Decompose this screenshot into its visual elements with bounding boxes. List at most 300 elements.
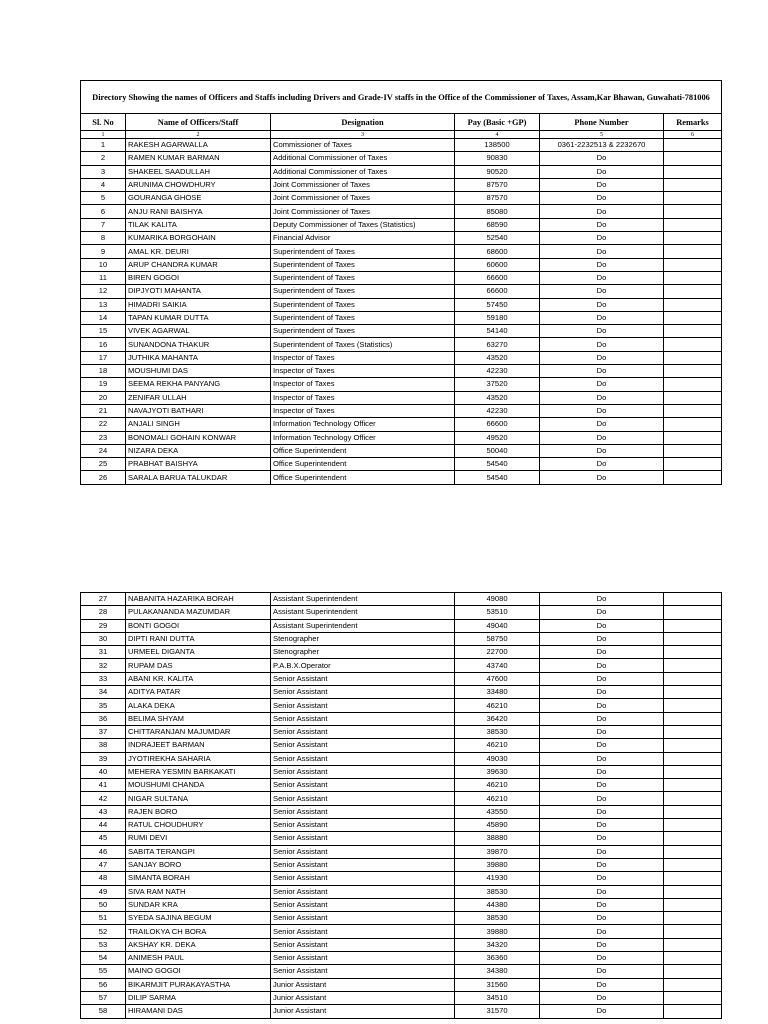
name-cell: DIPTI RANI DUTTA <box>126 632 271 645</box>
table-row <box>81 351 722 364</box>
phone-cell: Do <box>540 832 664 845</box>
designation-cell: Inspector of Taxes <box>271 351 455 364</box>
remarks-cell <box>664 444 722 457</box>
designation-cell: Additional Commissioner of Taxes <box>271 152 455 165</box>
pay-cell: 46210 <box>455 792 540 805</box>
designation-cell: Senior Assistant <box>271 832 455 845</box>
table-row <box>81 232 722 245</box>
name-cell: RATUL CHOUDHURY <box>126 819 271 832</box>
remarks-cell <box>664 672 722 685</box>
remarks-cell <box>664 632 722 645</box>
remarks-cell <box>664 218 722 231</box>
table-row <box>81 792 722 805</box>
remarks-cell <box>664 1005 722 1018</box>
phone-cell: Do <box>540 965 664 978</box>
pay-cell: 49520 <box>455 431 540 444</box>
name-cell: BIREN GOGOI <box>126 271 271 284</box>
designation-cell: Senior Assistant <box>271 912 455 925</box>
designation-cell: Senior Assistant <box>271 819 455 832</box>
column-index: 2 <box>126 131 271 139</box>
designation-cell: Senior Assistant <box>271 686 455 699</box>
sl-no-cell: 52 <box>81 925 126 938</box>
table-row <box>81 819 722 832</box>
table-row <box>81 245 722 258</box>
phone-cell: Do <box>540 338 664 351</box>
phone-cell: Do <box>540 365 664 378</box>
table-row <box>81 311 722 324</box>
pay-cell: 49080 <box>455 593 540 606</box>
table-row <box>81 325 722 338</box>
designation-cell: Office Superintendent <box>271 471 455 484</box>
remarks-cell <box>664 258 722 271</box>
designation-cell: Superintendent of Taxes <box>271 285 455 298</box>
table-row <box>81 779 722 792</box>
phone-cell: Do <box>540 285 664 298</box>
name-cell: URMEEL DIGANTA <box>126 646 271 659</box>
pay-cell: 59180 <box>455 311 540 324</box>
name-cell: ANJU RANI BAISHYA <box>126 205 271 218</box>
designation-cell: Superintendent of Taxes <box>271 325 455 338</box>
designation-cell: Financial Advisor <box>271 232 455 245</box>
phone-cell: Do <box>540 218 664 231</box>
header-designation: Designation <box>271 114 455 131</box>
phone-cell: Do <box>540 686 664 699</box>
designation-cell: Senior Assistant <box>271 885 455 898</box>
phone-cell: Do <box>540 872 664 885</box>
header-phone: Phone Number <box>540 114 664 131</box>
header-name: Name of Officers/Staff <box>126 114 271 131</box>
sl-no-cell: 28 <box>81 606 126 619</box>
name-cell: INDRAJEET BARMAN <box>126 739 271 752</box>
table-row <box>81 752 722 765</box>
name-cell: JUTHIKA MAHANTA <box>126 351 271 364</box>
sl-no-cell: 50 <box>81 898 126 911</box>
sl-no-cell: 12 <box>81 285 126 298</box>
name-cell: RAKESH AGARWALLA <box>126 139 271 152</box>
pay-cell: 44380 <box>455 898 540 911</box>
pay-cell: 54540 <box>455 458 540 471</box>
name-cell: VIVEK AGARWAL <box>126 325 271 338</box>
designation-cell: Superintendent of Taxes <box>271 298 455 311</box>
table-row <box>81 805 722 818</box>
column-index: 3 <box>271 131 455 139</box>
pay-cell: 33480 <box>455 686 540 699</box>
designation-cell: Inspector of Taxes <box>271 404 455 417</box>
phone-cell: Do <box>540 232 664 245</box>
designation-cell: Senior Assistant <box>271 965 455 978</box>
name-cell: BIKARMJIT PURAKAYASTHA <box>126 978 271 991</box>
pay-cell: 87570 <box>455 178 540 191</box>
remarks-cell <box>664 978 722 991</box>
sl-no-cell: 42 <box>81 792 126 805</box>
designation-cell: Senior Assistant <box>271 739 455 752</box>
name-cell: ZENIFAR ULLAH <box>126 391 271 404</box>
phone-cell: Do <box>540 152 664 165</box>
sl-no-cell: 54 <box>81 952 126 965</box>
sl-no-cell: 14 <box>81 311 126 324</box>
phone-cell: Do <box>540 444 664 457</box>
designation-cell: Superintendent of Taxes <box>271 311 455 324</box>
pay-cell: 54140 <box>455 325 540 338</box>
pay-cell: 50040 <box>455 444 540 457</box>
table-row <box>81 725 722 738</box>
phone-cell: Do <box>540 659 664 672</box>
table-row <box>81 378 722 391</box>
remarks-cell <box>664 378 722 391</box>
pay-cell: 46210 <box>455 699 540 712</box>
pay-cell: 53510 <box>455 606 540 619</box>
name-cell: TILAK KALITA <box>126 218 271 231</box>
remarks-cell <box>664 192 722 205</box>
designation-cell: Deputy Commissioner of Taxes (Statistics) <box>271 218 455 231</box>
pay-cell: 46210 <box>455 779 540 792</box>
remarks-cell <box>664 152 722 165</box>
name-cell: GOURANGA GHOSE <box>126 192 271 205</box>
remarks-cell <box>664 418 722 431</box>
sl-no-cell: 32 <box>81 659 126 672</box>
name-cell: RAJEN BORO <box>126 805 271 818</box>
designation-cell: Joint Commissioner of Taxes <box>271 205 455 218</box>
phone-cell: Do <box>540 192 664 205</box>
pay-cell: 38530 <box>455 912 540 925</box>
designation-cell: Assistant Superintendent <box>271 606 455 619</box>
table-row <box>81 872 722 885</box>
table-row <box>81 845 722 858</box>
directory-table-page-1 <box>80 80 722 485</box>
phone-cell: Do <box>540 271 664 284</box>
pay-cell: 34510 <box>455 991 540 1004</box>
sl-no-cell: 51 <box>81 912 126 925</box>
designation-cell: Inspector of Taxes <box>271 378 455 391</box>
sl-no-cell: 40 <box>81 765 126 778</box>
remarks-cell <box>664 832 722 845</box>
designation-cell: Junior Assistant <box>271 1005 455 1018</box>
name-cell: RAMEN KUMAR BARMAN <box>126 152 271 165</box>
sl-no-cell: 46 <box>81 845 126 858</box>
designation-cell: Senior Assistant <box>271 872 455 885</box>
remarks-cell <box>664 178 722 191</box>
document-title: Directory Showing the names of Officers and Staffs including Drivers and Grade-IV staffs in the Office of the Commissioner of Taxes, Assam,Kar Bhawan, Guwahati-781006 <box>81 81 722 114</box>
name-cell: BELIMA SHYAM <box>126 712 271 725</box>
pay-cell: 90520 <box>455 165 540 178</box>
pay-cell: 41930 <box>455 872 540 885</box>
remarks-cell <box>664 165 722 178</box>
table-row <box>81 991 722 1004</box>
sl-no-cell: 38 <box>81 739 126 752</box>
sl-no-cell: 30 <box>81 632 126 645</box>
designation-cell: Assistant Superintendent <box>271 619 455 632</box>
remarks-cell <box>664 725 722 738</box>
remarks-cell <box>664 606 722 619</box>
sl-no-cell: 11 <box>81 271 126 284</box>
table-row <box>81 938 722 951</box>
table-row <box>81 686 722 699</box>
table-row <box>81 338 722 351</box>
remarks-cell <box>664 792 722 805</box>
phone-cell: Do <box>540 646 664 659</box>
name-cell: PULAKANANDA MAZUMDAR <box>126 606 271 619</box>
designation-cell: Senior Assistant <box>271 779 455 792</box>
remarks-cell <box>664 351 722 364</box>
sl-no-cell: 9 <box>81 245 126 258</box>
table-row <box>81 739 722 752</box>
pay-cell: 138500 <box>455 139 540 152</box>
pay-cell: 38530 <box>455 725 540 738</box>
table-row <box>81 218 722 231</box>
remarks-cell <box>664 965 722 978</box>
name-cell: NIGAR SULTANA <box>126 792 271 805</box>
table-row <box>81 152 722 165</box>
designation-cell: Assistant Superintendent <box>271 593 455 606</box>
pay-cell: 37520 <box>455 378 540 391</box>
remarks-cell <box>664 686 722 699</box>
name-cell: ARUNIMA CHOWDHURY <box>126 178 271 191</box>
name-cell: SIVA RAM NATH <box>126 885 271 898</box>
phone-cell: Do <box>540 792 664 805</box>
designation-cell: Senior Assistant <box>271 898 455 911</box>
name-cell: HIRAMANI DAS <box>126 1005 271 1018</box>
pay-cell: 49030 <box>455 752 540 765</box>
designation-cell: Junior Assistant <box>271 991 455 1004</box>
designation-cell: Inspector of Taxes <box>271 391 455 404</box>
designation-cell: Junior Assistant <box>271 978 455 991</box>
column-index: 6 <box>664 131 722 139</box>
remarks-cell <box>664 938 722 951</box>
pay-cell: 47600 <box>455 672 540 685</box>
phone-cell: Do <box>540 699 664 712</box>
pay-cell: 57450 <box>455 298 540 311</box>
sl-no-cell: 29 <box>81 619 126 632</box>
table-row <box>81 205 722 218</box>
name-cell: ALAKA DEKA <box>126 699 271 712</box>
header-row <box>81 114 722 131</box>
remarks-cell <box>664 779 722 792</box>
sl-no-cell: 49 <box>81 885 126 898</box>
directory-table-page-2 <box>80 592 722 1019</box>
name-cell: SABITA TERANGPI <box>126 845 271 858</box>
table-row <box>81 885 722 898</box>
pay-cell: 66600 <box>455 285 540 298</box>
name-cell: ABANI KR. KALITA <box>126 672 271 685</box>
pay-cell: 31570 <box>455 1005 540 1018</box>
pay-cell: 60600 <box>455 258 540 271</box>
sl-no-cell: 8 <box>81 232 126 245</box>
remarks-cell <box>664 739 722 752</box>
remarks-cell <box>664 858 722 871</box>
name-cell: SHAKEEL SAADULLAH <box>126 165 271 178</box>
phone-cell: Do <box>540 739 664 752</box>
sl-no-cell: 25 <box>81 458 126 471</box>
phone-cell: Do <box>540 205 664 218</box>
pay-cell: 43740 <box>455 659 540 672</box>
remarks-cell <box>664 765 722 778</box>
pay-cell: 85080 <box>455 205 540 218</box>
sl-no-cell: 33 <box>81 672 126 685</box>
phone-cell: Do <box>540 845 664 858</box>
sl-no-cell: 24 <box>81 444 126 457</box>
pay-cell: 36360 <box>455 952 540 965</box>
name-cell: KUMARIKA BORGOHAIN <box>126 232 271 245</box>
sl-no-cell: 27 <box>81 593 126 606</box>
remarks-cell <box>664 232 722 245</box>
name-cell: MAINO GOGOI <box>126 965 271 978</box>
sl-no-cell: 22 <box>81 418 126 431</box>
phone-cell: Do <box>540 606 664 619</box>
remarks-cell <box>664 298 722 311</box>
sl-no-cell: 44 <box>81 819 126 832</box>
phone-cell: Do <box>540 712 664 725</box>
table-row <box>81 404 722 417</box>
pay-cell: 46210 <box>455 739 540 752</box>
table-row <box>81 139 722 152</box>
sl-no-cell: 57 <box>81 991 126 1004</box>
name-cell: SEEMA REKHA PANYANG <box>126 378 271 391</box>
table-row <box>81 898 722 911</box>
sl-no-cell: 18 <box>81 365 126 378</box>
phone-cell: Do <box>540 765 664 778</box>
table-row <box>81 258 722 271</box>
remarks-cell <box>664 458 722 471</box>
phone-cell: Do <box>540 404 664 417</box>
remarks-cell <box>664 391 722 404</box>
sl-no-cell: 45 <box>81 832 126 845</box>
name-cell: PRABHAT BAISHYA <box>126 458 271 471</box>
sl-no-cell: 48 <box>81 872 126 885</box>
table-row <box>81 1005 722 1018</box>
pay-cell: 38530 <box>455 885 540 898</box>
designation-cell: Joint Commissioner of Taxes <box>271 192 455 205</box>
name-cell: BONOMALI GOHAIN KONWAR <box>126 431 271 444</box>
table-row <box>81 298 722 311</box>
pay-cell: 42230 <box>455 404 540 417</box>
remarks-cell <box>664 431 722 444</box>
designation-cell: Senior Assistant <box>271 938 455 951</box>
name-cell: NABANITA HAZARIKA BORAH <box>126 593 271 606</box>
sl-no-cell: 19 <box>81 378 126 391</box>
phone-cell: Do <box>540 752 664 765</box>
column-index-row <box>81 131 722 139</box>
phone-cell: 0361-2232513 & 2232670 <box>540 139 664 152</box>
header-remarks: Remarks <box>664 114 722 131</box>
phone-cell: Do <box>540 471 664 484</box>
sl-no-cell: 20 <box>81 391 126 404</box>
designation-cell: Superintendent of Taxes <box>271 271 455 284</box>
designation-cell: Senior Assistant <box>271 845 455 858</box>
phone-cell: Do <box>540 418 664 431</box>
pay-cell: 36420 <box>455 712 540 725</box>
designation-cell: Superintendent of Taxes <box>271 245 455 258</box>
table-row <box>81 659 722 672</box>
name-cell: DIPJYOTI MAHANTA <box>126 285 271 298</box>
name-cell: ADITYA PATAR <box>126 686 271 699</box>
phone-cell: Do <box>540 898 664 911</box>
pay-cell: 68590 <box>455 218 540 231</box>
table-row <box>81 978 722 991</box>
pay-cell: 49040 <box>455 619 540 632</box>
pay-cell: 31560 <box>455 978 540 991</box>
phone-cell: Do <box>540 378 664 391</box>
name-cell: DILIP SARMA <box>126 991 271 1004</box>
name-cell: TRAILOKYA CH BORA <box>126 925 271 938</box>
table-row <box>81 418 722 431</box>
table-row <box>81 431 722 444</box>
pay-cell: 42230 <box>455 365 540 378</box>
remarks-cell <box>664 139 722 152</box>
name-cell: SIMANTA BORAH <box>126 872 271 885</box>
pay-cell: 68600 <box>455 245 540 258</box>
pay-cell: 39880 <box>455 858 540 871</box>
phone-cell: Do <box>540 952 664 965</box>
table-row <box>81 271 722 284</box>
sl-no-cell: 3 <box>81 165 126 178</box>
table-row <box>81 925 722 938</box>
remarks-cell <box>664 404 722 417</box>
sl-no-cell: 53 <box>81 938 126 951</box>
sl-no-cell: 37 <box>81 725 126 738</box>
remarks-cell <box>664 819 722 832</box>
phone-cell: Do <box>540 178 664 191</box>
table-row <box>81 672 722 685</box>
table-row <box>81 832 722 845</box>
phone-cell: Do <box>540 351 664 364</box>
phone-cell: Do <box>540 885 664 898</box>
column-index: 1 <box>81 131 126 139</box>
remarks-cell <box>664 325 722 338</box>
pay-cell: 66600 <box>455 418 540 431</box>
name-cell: SYEDA SAJINA BEGUM <box>126 912 271 925</box>
table-row <box>81 858 722 871</box>
remarks-cell <box>664 471 722 484</box>
remarks-cell <box>664 898 722 911</box>
phone-cell: Do <box>540 991 664 1004</box>
sl-no-cell: 55 <box>81 965 126 978</box>
sl-no-cell: 39 <box>81 752 126 765</box>
sl-no-cell: 6 <box>81 205 126 218</box>
sl-no-cell: 36 <box>81 712 126 725</box>
table-row <box>81 593 722 606</box>
table-row <box>81 912 722 925</box>
phone-cell: Do <box>540 431 664 444</box>
name-cell: MOUSHUMI CHANDA <box>126 779 271 792</box>
remarks-cell <box>664 311 722 324</box>
name-cell: SARALA BARUA TALUKDAR <box>126 471 271 484</box>
sl-no-cell: 56 <box>81 978 126 991</box>
pay-cell: 22700 <box>455 646 540 659</box>
phone-cell: Do <box>540 325 664 338</box>
table-row <box>81 285 722 298</box>
name-cell: RUMI DEVI <box>126 832 271 845</box>
sl-no-cell: 41 <box>81 779 126 792</box>
remarks-cell <box>664 285 722 298</box>
designation-cell: Office Superintendent <box>271 444 455 457</box>
column-index: 5 <box>540 131 664 139</box>
table-row <box>81 632 722 645</box>
designation-cell: Senior Assistant <box>271 765 455 778</box>
sl-no-cell: 34 <box>81 686 126 699</box>
pay-cell: 39630 <box>455 765 540 778</box>
pay-cell: 58750 <box>455 632 540 645</box>
header-sl-no: Sl. No <box>81 114 126 131</box>
table-row <box>81 699 722 712</box>
table-row <box>81 952 722 965</box>
pay-cell: 54540 <box>455 471 540 484</box>
pay-cell: 38880 <box>455 832 540 845</box>
remarks-cell <box>664 593 722 606</box>
name-cell: ARUP CHANDRA KUMAR <box>126 258 271 271</box>
name-cell: SANJAY BORO <box>126 858 271 871</box>
designation-cell: Stenographer <box>271 632 455 645</box>
designation-cell: Joint Commissioner of Taxes <box>271 178 455 191</box>
